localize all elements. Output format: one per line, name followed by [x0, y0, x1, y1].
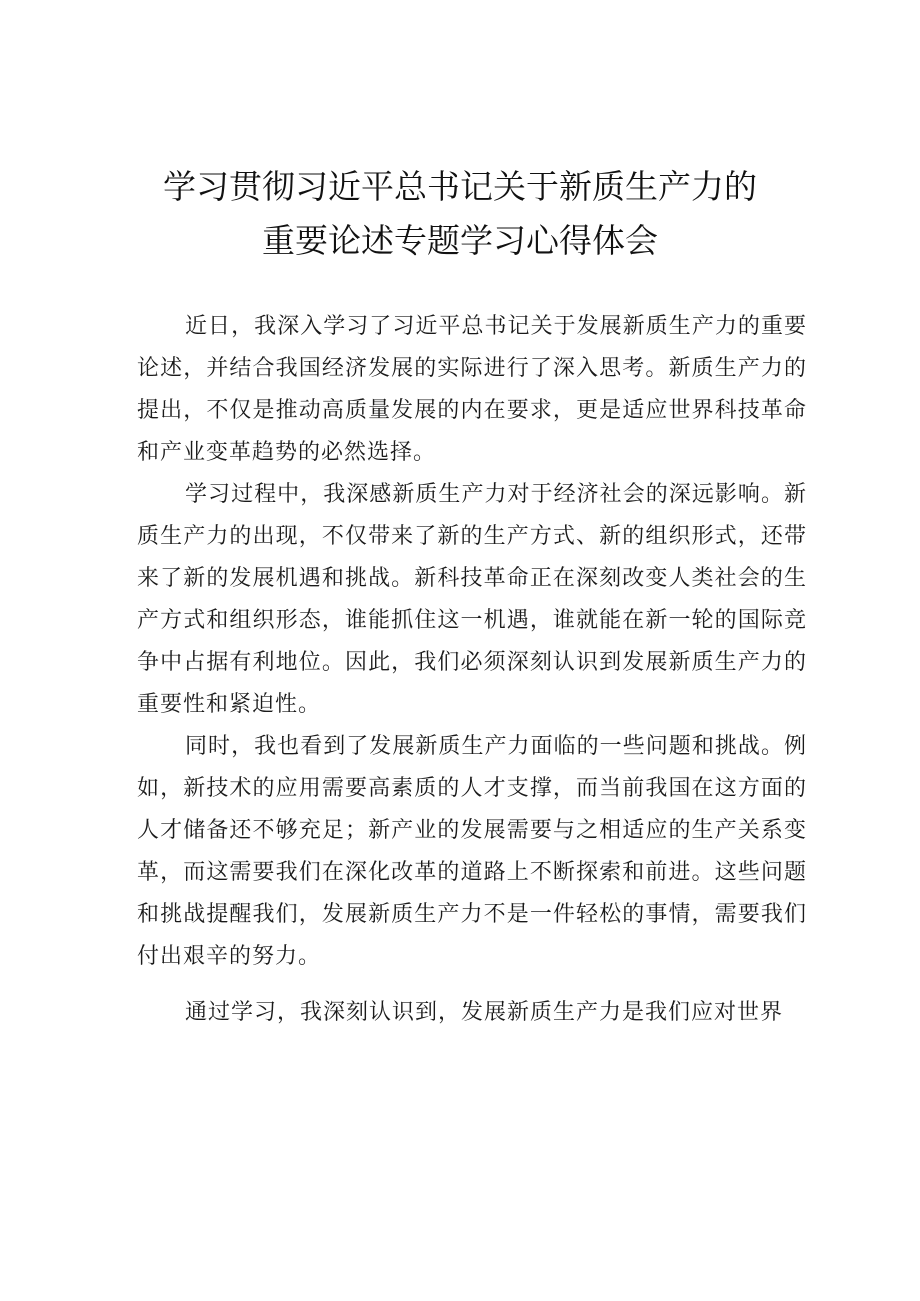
- paragraph-2: 学习过程中，我深感新质生产力对于经济社会的深远影响。新质生产力的出现，不仅带来了新的生产方式、新的组织形式，还带来了新的发展机遇和挑战。新科技革命正在深刻改变人类社会的生产方式和组织形态，谁能抓住这一机遇，谁就能在新一轮的国际竞争中占据有利地位。因此，我们必须深刻认识到发展新质生产力的重要性和紧迫性。: [137, 482, 807, 717]
- paragraph-3: 同时，我也看到了发展新质生产力面临的一些问题和挑战。例如，新技术的应用需要高素质的人才支撑，而当前我国在这方面的人才储备还不够充足；新产业的发展需要与之相适应的生产关系变革，而这需要我们在深化改革的道路上不断探索和前进。这些问题和挑战提醒我们，发展新质生产力不是一件轻松的事情，需要我们付出艰辛的努力。: [137, 734, 807, 969]
- paragraph-gap: [137, 978, 807, 992]
- paragraph-1: 近日，我深入学习了习近平总书记关于发展新质生产力的重要论述，并结合我国经济发展的实际进行了深入思考。新质生产力的提出，不仅是推动高质量发展的内在要求，更是适应世界科技革命和产业变革趋势的必然选择。: [137, 314, 807, 465]
- title-line-1: 学习贯彻习近平总书记关于新质生产力的: [163, 167, 757, 206]
- document-title: [0, 160, 920, 268]
- document-body: [137, 306, 807, 1034]
- paragraph-4: 通过学习，我深刻认识到，发展新质生产力是我们应对世界: [185, 1000, 784, 1025]
- title-line-2: 重要论述专题学习心得体会: [262, 221, 658, 260]
